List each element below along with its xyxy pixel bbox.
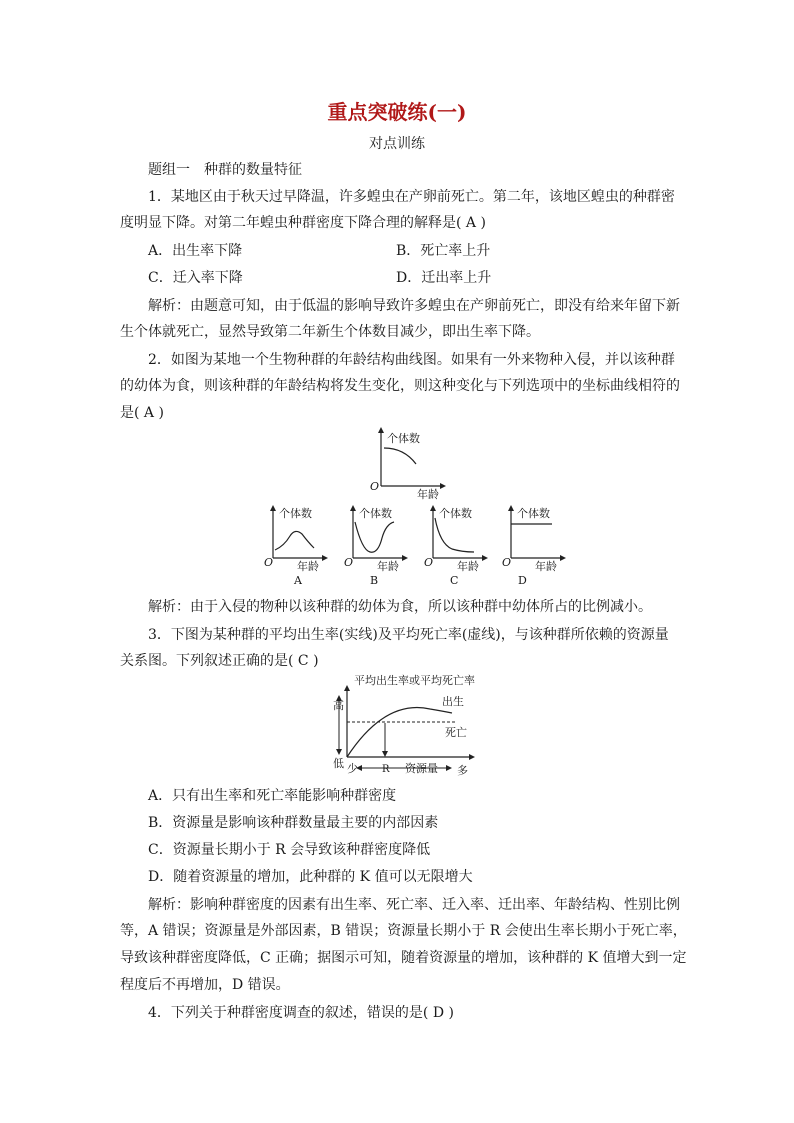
option-label: B (370, 574, 379, 586)
x-axis-arrow-icon (402, 555, 408, 561)
group-heading: 题组一 种群的数量特征 (148, 162, 302, 178)
q3-option-c: C．资源量长期小于 R 会导致该种群密度降低 (148, 842, 431, 858)
x-label: 年龄 (535, 560, 557, 573)
low-label: 低 (333, 757, 344, 770)
less-label: 少 (347, 762, 358, 775)
y-label: 个体数 (517, 507, 550, 520)
q3-analysis-line1: 解析：影响种群密度的因素有出生率、死亡率、迁入率、迁出率、年龄结构、性别比例 (148, 897, 680, 913)
r-marker-arrow-icon (382, 751, 388, 757)
q1-analysis-line2: 生个体就死亡，显然导致第二年新生个体数目减少，即出生率下降。 (120, 324, 540, 340)
q3-option-a: A．只有出生率和死亡率能影响种群密度 (148, 788, 397, 804)
curve-b (355, 522, 394, 552)
q1-stem-line2: 度明显下降。对第二年蝗虫种群密度下降合理的解释是( A ) (120, 215, 486, 231)
x-range-right-arrow-icon (446, 765, 452, 771)
q2-main-age-chart (370, 426, 450, 500)
origin-label: O (264, 556, 274, 569)
x-label: 年龄 (457, 560, 479, 573)
birth-label: 出生 (442, 695, 464, 708)
death-label: 死亡 (445, 726, 467, 739)
q3-resource-chart (330, 673, 480, 777)
q1-option-d: D．迁出率上升 (396, 270, 492, 286)
y-title: 平均出生率或平均死亡率 (354, 674, 475, 687)
y-label: 个体数 (439, 507, 472, 520)
q3-analysis-line4: 程度后不再增加，D 错误。 (120, 977, 290, 993)
q2-option-b-chart (342, 500, 412, 586)
q1-stem-line1: 1．某地区由于秋天过早降温，许多蝗虫在产卵前死亡。第二年，该地区蝗虫的种群密 (148, 189, 675, 205)
high-label: 高 (333, 699, 344, 712)
q3-analysis-line2: 等，A 错误；资源量是外部因素，B 错误；资源量长期小于 R 会使出生率长期小于死亡率， (120, 923, 687, 939)
q3-option-d: D．随着资源量的增加，此种群的 K 值可以无限增大 (148, 869, 473, 885)
y-label: 个体数 (359, 507, 392, 520)
q1-analysis-line1: 解析：由题意可知，由于低温的影响导致许多蝗虫在产卵前死亡，即没有给来年留下新 (148, 298, 680, 314)
q2-option-a-chart (262, 500, 332, 586)
q3-option-b: B．资源量是影响该种群数量最主要的内部因素 (148, 815, 439, 831)
y-axis-arrow-icon (508, 505, 514, 511)
origin-label: O (502, 556, 512, 569)
x-axis-arrow-icon (560, 555, 566, 561)
y-label: 个体数 (387, 432, 420, 445)
q4-stem-line1: 4．下列关于种群密度调查的叙述，错误的是( D ) (148, 1005, 454, 1021)
x-axis-arrow-icon (322, 555, 328, 561)
x-axis-arrow-icon (482, 555, 488, 561)
q1-option-b: B．死亡率上升 (396, 243, 491, 259)
y-axis-arrow-icon (430, 505, 436, 511)
y-label: 个体数 (279, 507, 312, 520)
option-label: A (294, 574, 302, 586)
x-axis-arrow-icon (440, 483, 446, 489)
section-subtitle: 对点训练 (369, 136, 425, 152)
q2-stem-line1: 2．如图为某地一个生物种群的年龄结构曲线图。如果有一外来物种入侵，并以该种群 (148, 352, 675, 368)
origin-label: O (370, 480, 380, 493)
page-title: 重点突破练(一) (327, 100, 467, 124)
x-label: 年龄 (297, 560, 319, 573)
x-label: 年龄 (417, 488, 439, 500)
r-label: R (382, 764, 390, 775)
x-label: 年龄 (377, 560, 399, 573)
birth-rate-curve (347, 708, 452, 757)
q2-stem-line2: 的幼体为食，则该种群的年龄结构将发生变化，则这种变化与下列选项中的坐标曲线相符的 (120, 378, 680, 394)
more-label: 多 (457, 764, 468, 777)
q2-option-c-chart (422, 500, 492, 586)
q1-option-a: A．出生率下降 (148, 243, 243, 259)
option-label: C (450, 574, 459, 586)
q1-option-c: C．迁入率下降 (148, 270, 243, 286)
q2-analysis: 解析：由于入侵的物种以该种群的幼体为食，所以该种群中幼体所占的比例减小。 (148, 599, 652, 615)
origin-label: O (424, 556, 434, 569)
q3-analysis-line3: 导致该种群密度降低，C 正确；据图示可知，随着资源量的增加，该种群的 K 值增大到一定 (120, 950, 687, 966)
age-curve (384, 448, 416, 464)
x-label: 资源量 (405, 762, 438, 775)
curve-a (275, 531, 314, 550)
q3-stem-line2: 关系图。下列叙述正确的是( C ) (120, 653, 319, 669)
y-axis-arrow-icon (378, 427, 384, 433)
x-axis-arrow-icon (469, 754, 475, 760)
q3-stem-line1: 3．下图为某种群的平均出生率(实线)及平均死亡率(虚线)，与该种群所依赖的资源量 (148, 627, 669, 643)
y-axis-arrow-icon (350, 505, 356, 511)
y-range-down-arrow-icon (336, 749, 342, 755)
q2-option-d-chart (500, 500, 570, 586)
q2-stem-line3: 是( A ) (120, 405, 164, 421)
y-axis-arrow-icon (270, 505, 276, 511)
option-label: D (518, 574, 527, 586)
y-axis-arrow-icon (344, 685, 350, 691)
origin-label: O (344, 556, 354, 569)
curve-c (435, 518, 474, 552)
